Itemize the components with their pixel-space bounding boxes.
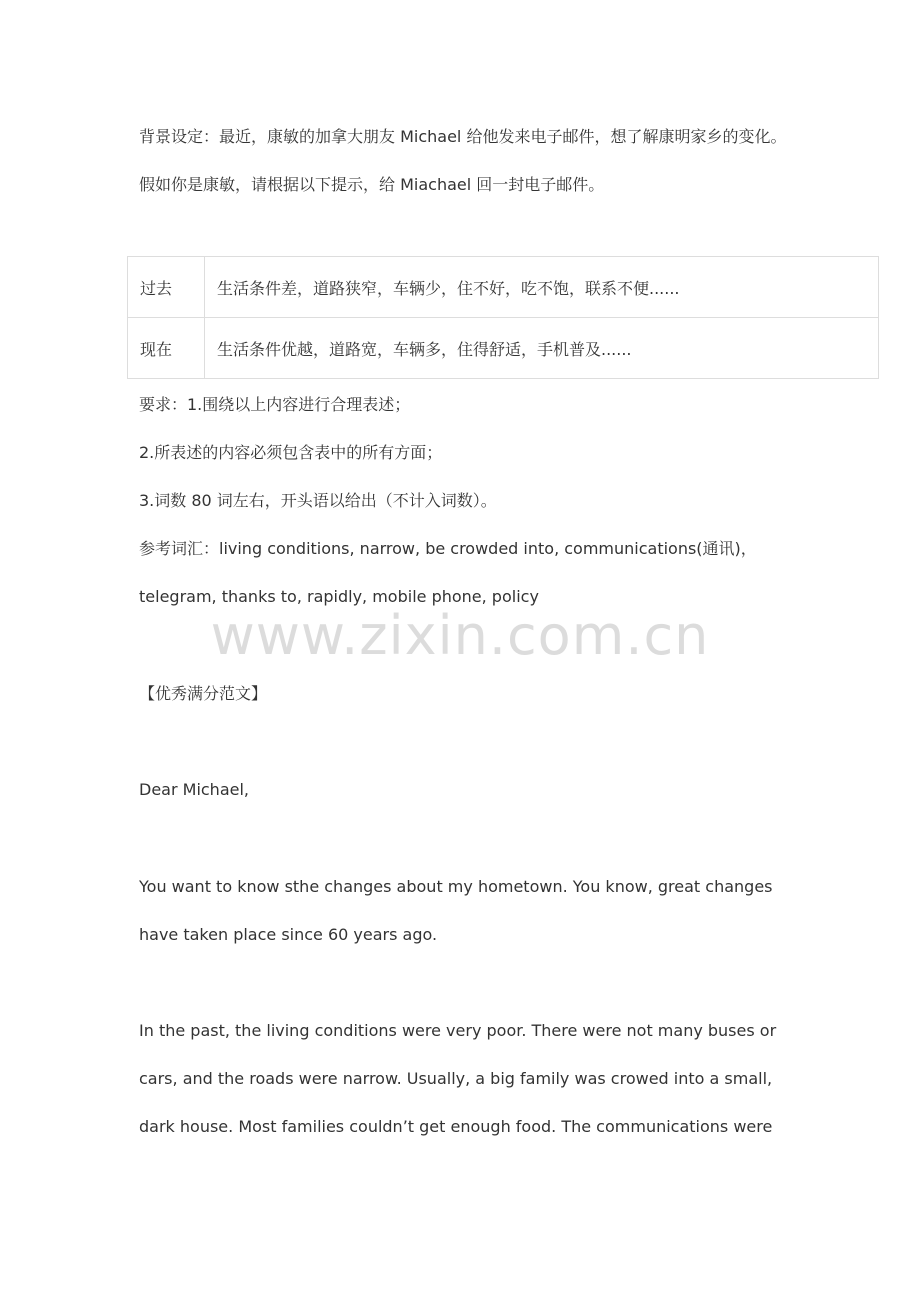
essay-greeting: Dear Michael,: [139, 780, 249, 799]
table-row: [128, 257, 879, 318]
vocabulary-line-2: telegram, thanks to, rapidly, mobile phone, policy: [139, 587, 539, 606]
row-label-present: 现在: [128, 318, 205, 379]
essay-paragraph-2-line-3: dark house. Most families couldn’t get enough food. The communications were: [139, 1117, 773, 1136]
essay-paragraph-1-line-2: have taken place since 60 years ago.: [139, 925, 438, 944]
intro-background-line: 背景设定：最近，康敏的加拿大朋友 Michael 给他发来电子邮件，想了解康明家乡的变化。: [139, 127, 787, 146]
essay-heading: 【优秀满分范文】: [139, 684, 268, 703]
comparison-table: [127, 256, 879, 379]
vocabulary-line-1: 参考词汇：living conditions, narrow, be crowded into, communications(通讯)，: [139, 539, 757, 558]
watermark: www.zixin.com.cn: [210, 604, 710, 667]
essay-paragraph-1-line-1: You want to know sthe changes about my hometown. You know, great changes: [139, 877, 773, 896]
intro-task-line: 假如你是康敏，请根据以下提示，给 Miachael 回一封电子邮件。: [139, 175, 605, 194]
row-content-past: 生活条件差，道路狭窄，车辆少，住不好，吃不饱，联系不便......: [205, 257, 879, 318]
requirement-2: 2.所表述的内容必须包含表中的所有方面；: [139, 443, 443, 462]
row-label-past: 过去: [128, 257, 205, 318]
requirement-1: 要求：1.围绕以上内容进行合理表述；: [139, 395, 411, 414]
requirement-3: 3.词数 80 词左右，开头语以给出（不计入词数）。: [139, 491, 497, 510]
row-content-present: 生活条件优越，道路宽，车辆多，住得舒适，手机普及......: [205, 318, 879, 379]
essay-paragraph-2-line-2: cars, and the roads were narrow. Usually, a big family was crowed into a small,: [139, 1069, 773, 1088]
table-row: [128, 318, 879, 379]
essay-paragraph-2-line-1: In the past, the living conditions were very poor. There were not many buses or: [139, 1021, 777, 1040]
